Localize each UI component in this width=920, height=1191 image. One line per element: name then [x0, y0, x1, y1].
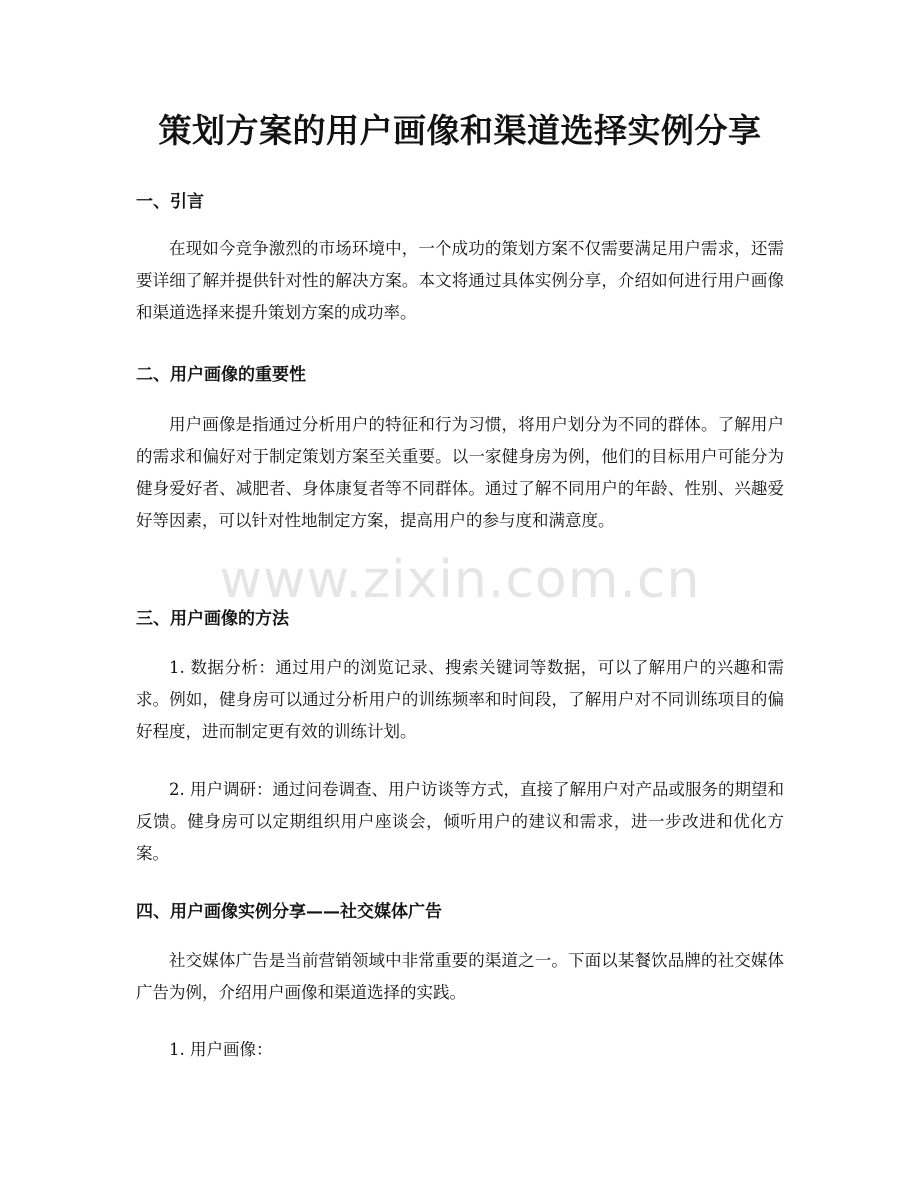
section-heading-methods: 三、用户画像的方法	[136, 609, 289, 629]
section-heading-intro: 一、引言	[136, 192, 204, 212]
section-heading-importance: 二、用户画像的重要性	[136, 365, 306, 385]
paragraph: 2. 用户调研：通过问卷调查、用户访谈等方式，直接了解用户对产品或服务的期望和反馈。健身房可以定期组织用户座谈会，倾听用户的建议和需求，进一步改进和优化方案。	[136, 780, 784, 863]
paragraph: 在现如今竞争激烈的市场环境中，一个成功的策划方案不仅需要满足用户需求，还需要详细了解并提供针对性的解决方案。本文将通过具体实例分享，介绍如何进行用户画像和渠道选择来提升策划方案的成功率。	[136, 239, 784, 322]
section-heading-case-study: 四、用户画像实例分享——社交媒体广告	[136, 902, 442, 922]
paragraph: 社交媒体广告是当前营销领域中非常重要的渠道之一。下面以某餐饮品牌的社交媒体广告为例，介绍用户画像和渠道选择的实践。	[136, 951, 784, 1002]
watermark: www.zixin.com.cn	[219, 550, 701, 610]
paragraph: 1. 数据分析：通过用户的浏览记录、搜索关键词等数据，可以了解用户的兴趣和需求。例如，健身房可以通过分析用户的训练频率和时间段，了解用户对不同训练项目的偏好程度，进而制定更有效的训练计划。	[136, 658, 784, 741]
paragraph: 用户画像是指通过分析用户的特征和行为习惯，将用户划分为不同的群体。了解用户的需求和偏好对于制定策划方案至关重要。以一家健身房为例，他们的目标用户可能分为健身爱好者、减肥者、身体康复者等不同群体。通过了解不同用户的年龄、性别、兴趣爱好等因素，可以针对性地制定方案，提高用户的参与度和满意度。	[136, 415, 784, 530]
document-title: 策划方案的用户画像和渠道选择实例分享	[158, 111, 762, 150]
paragraph: 1. 用户画像：	[169, 1040, 273, 1059]
